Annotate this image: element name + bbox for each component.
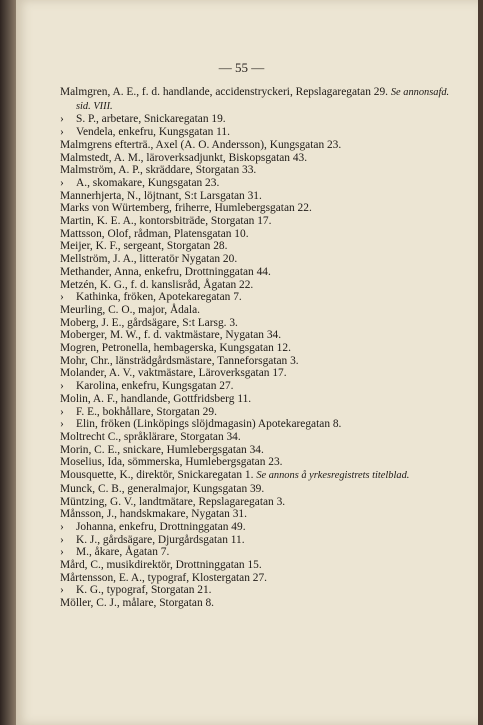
directory-entry [60, 202, 455, 215]
entry-text: Moberger, M. W., f. d. vaktmästare, Nygatan 34. [60, 329, 282, 342]
directory-entry [60, 279, 455, 292]
entry-text: Marks von Würtemberg, friherre, Humlebergsgatan 22. [60, 202, 312, 215]
directory-entry [60, 139, 455, 152]
directory-entry [60, 228, 455, 241]
directory-entry [60, 572, 455, 585]
entry-text: S. P., arbetare, Snickaregatan 19. [76, 113, 226, 126]
entry-text: Mohr, Chr., länsträdgårdsmästare, Tanneforsgatan 3. [60, 354, 299, 367]
directory-entry [60, 215, 455, 228]
ditto-mark: › [60, 291, 64, 304]
directory-entry [60, 355, 455, 368]
advert-note: Se annonsafd. sid. VIII. [76, 87, 450, 112]
entry-text: Malmgrens efterträ., Axel (A. O. Andersson), Kungsgatan 23. [60, 138, 342, 151]
directory-entry [60, 266, 455, 279]
directory-entry [60, 444, 455, 457]
entry-text: Mård, C., musikdirektör, Drottninggatan 15. [60, 559, 262, 572]
entry-text: Müntzing, G. V., landtmätare, Repslagaregatan 3. [60, 495, 286, 508]
directory-list [60, 86, 455, 610]
directory-entry [60, 418, 455, 431]
ditto-mark: › [60, 584, 64, 597]
entry-text: Munck, C. B., generalmajor, Kungsgatan 39. [60, 482, 265, 495]
directory-entry [60, 367, 455, 380]
directory-entry [60, 86, 455, 113]
directory-entry [60, 126, 455, 139]
directory-entry [60, 164, 455, 177]
directory-entry [60, 469, 455, 483]
directory-entry [60, 113, 455, 126]
directory-entry [60, 521, 455, 534]
entry-text: Martin, K. E. A., kontorsbiträde, Storgatan 17. [60, 215, 272, 228]
entry-text: Metzén, K. G., f. d. kanslisråd, Ågatan 22. [60, 278, 254, 291]
entry-text: Johanna, enkefru, Drottninggatan 49. [76, 520, 246, 533]
book-spine [0, 0, 16, 725]
directory-entry [60, 291, 455, 304]
entry-text: Mellström, J. A., litteratör Nygatan 20. [60, 253, 238, 266]
entry-text: A., skomakare, Kungsgatan 23. [76, 176, 220, 189]
directory-entry [60, 406, 455, 419]
ditto-mark: › [60, 380, 64, 393]
entry-text: K. G., typograf, Storgatan 21. [76, 584, 212, 597]
directory-entry [60, 253, 455, 266]
entry-text: Mårtensson, E. A., typograf, Klostergatan 27. [60, 571, 267, 584]
entry-text: Malmgren, A. E., f. d. handlande, accidenstryckeri, Repslagaregatan 29. [60, 86, 388, 98]
ditto-mark: › [60, 113, 64, 126]
entry-text: Möller, C. J., målare, Storgatan 8. [60, 597, 215, 610]
entry-text: Karolina, enkefru, Kungsgatan 27. [76, 380, 234, 393]
entry-text: Morin, C. E., snickare, Humlebergsgatan 34. [60, 443, 264, 456]
entry-text: Methander, Anna, enkefru, Drottninggatan 44. [60, 265, 271, 278]
directory-entry [60, 496, 455, 509]
ditto-mark: › [60, 405, 64, 418]
entry-text: Malmstedt, A. M., läroverksadjunkt, Biskopsgatan 43. [60, 151, 308, 164]
advert-note: Se annons å yrkesregistrets titelblad. [256, 470, 410, 482]
entry-text: M., åkare, Ågatan 7. [76, 546, 170, 559]
directory-entry [60, 456, 455, 469]
entry-text: Månsson, J., handskmakare, Nygatan 31. [60, 508, 247, 521]
entry-text: Malmström, A. P., skräddare, Storgatan 33. [60, 164, 257, 177]
directory-entry [60, 597, 455, 610]
ditto-mark: › [60, 126, 64, 139]
directory-entry [60, 546, 455, 559]
ditto-mark: › [60, 533, 64, 546]
directory-entry [60, 240, 455, 253]
directory-entry [60, 483, 455, 496]
ditto-mark: › [60, 176, 64, 189]
directory-entry [60, 190, 455, 203]
ditto-mark: › [60, 418, 64, 431]
ditto-mark: › [60, 520, 64, 533]
directory-entry [60, 584, 455, 597]
directory-entry [60, 559, 455, 572]
directory-entry [60, 393, 455, 406]
directory-entry [60, 534, 455, 547]
entry-text: K. J., gårdsägare, Djurgårdsgatan 11. [76, 533, 245, 546]
entry-text: Vendela, enkefru, Kungsgatan 11. [76, 126, 230, 139]
directory-entry [60, 152, 455, 165]
entry-text: Molin, A. F., handlande, Gottfridsberg 11. [60, 392, 252, 405]
ditto-mark: › [60, 546, 64, 559]
entry-text: Mogren, Petronella, hembagerska, Kungsgatan 12. [60, 342, 291, 355]
directory-entry [60, 431, 455, 444]
entry-text: Moselius, Ida, sömmerska, Humlebergsgatan 23. [60, 456, 283, 469]
entry-text: Elin, fröken (Linköpings slöjdmagasin) Apotekaregatan 8. [76, 418, 342, 431]
entry-text: Mannerhjerta, N., löjtnant, S:t Larsgatan 31. [60, 189, 262, 202]
entry-text: F. E., bokhållare, Storgatan 29. [76, 405, 217, 418]
directory-entry [60, 329, 455, 342]
entry-text: Moberg, J. E., gårdsägare, S:t Larsg. 3. [60, 316, 238, 329]
entry-text: Mousquette, K., direktör, Snickaregatan 1. [60, 469, 254, 482]
directory-entry [60, 380, 455, 393]
entry-text: Moltrecht C., språklärare, Storgatan 34. [60, 430, 241, 443]
page-number: — 55 — [218, 60, 265, 75]
directory-entry [60, 177, 455, 190]
directory-entry [60, 304, 455, 317]
entry-text: Meurling, C. O., major, Ådala. [60, 303, 201, 316]
entry-text: Kathinka, fröken, Apotekaregatan 7. [76, 291, 242, 304]
directory-entry [60, 508, 455, 521]
entry-text: Molander, A. V., vaktmästare, Läroverksgatan 17. [60, 367, 287, 380]
entry-text: Mattsson, Olof, rådman, Platensgatan 10. [60, 227, 249, 240]
directory-entry [60, 342, 455, 355]
entry-text: Meijer, K. F., sergeant, Storgatan 28. [60, 240, 228, 253]
directory-entry [60, 317, 455, 330]
